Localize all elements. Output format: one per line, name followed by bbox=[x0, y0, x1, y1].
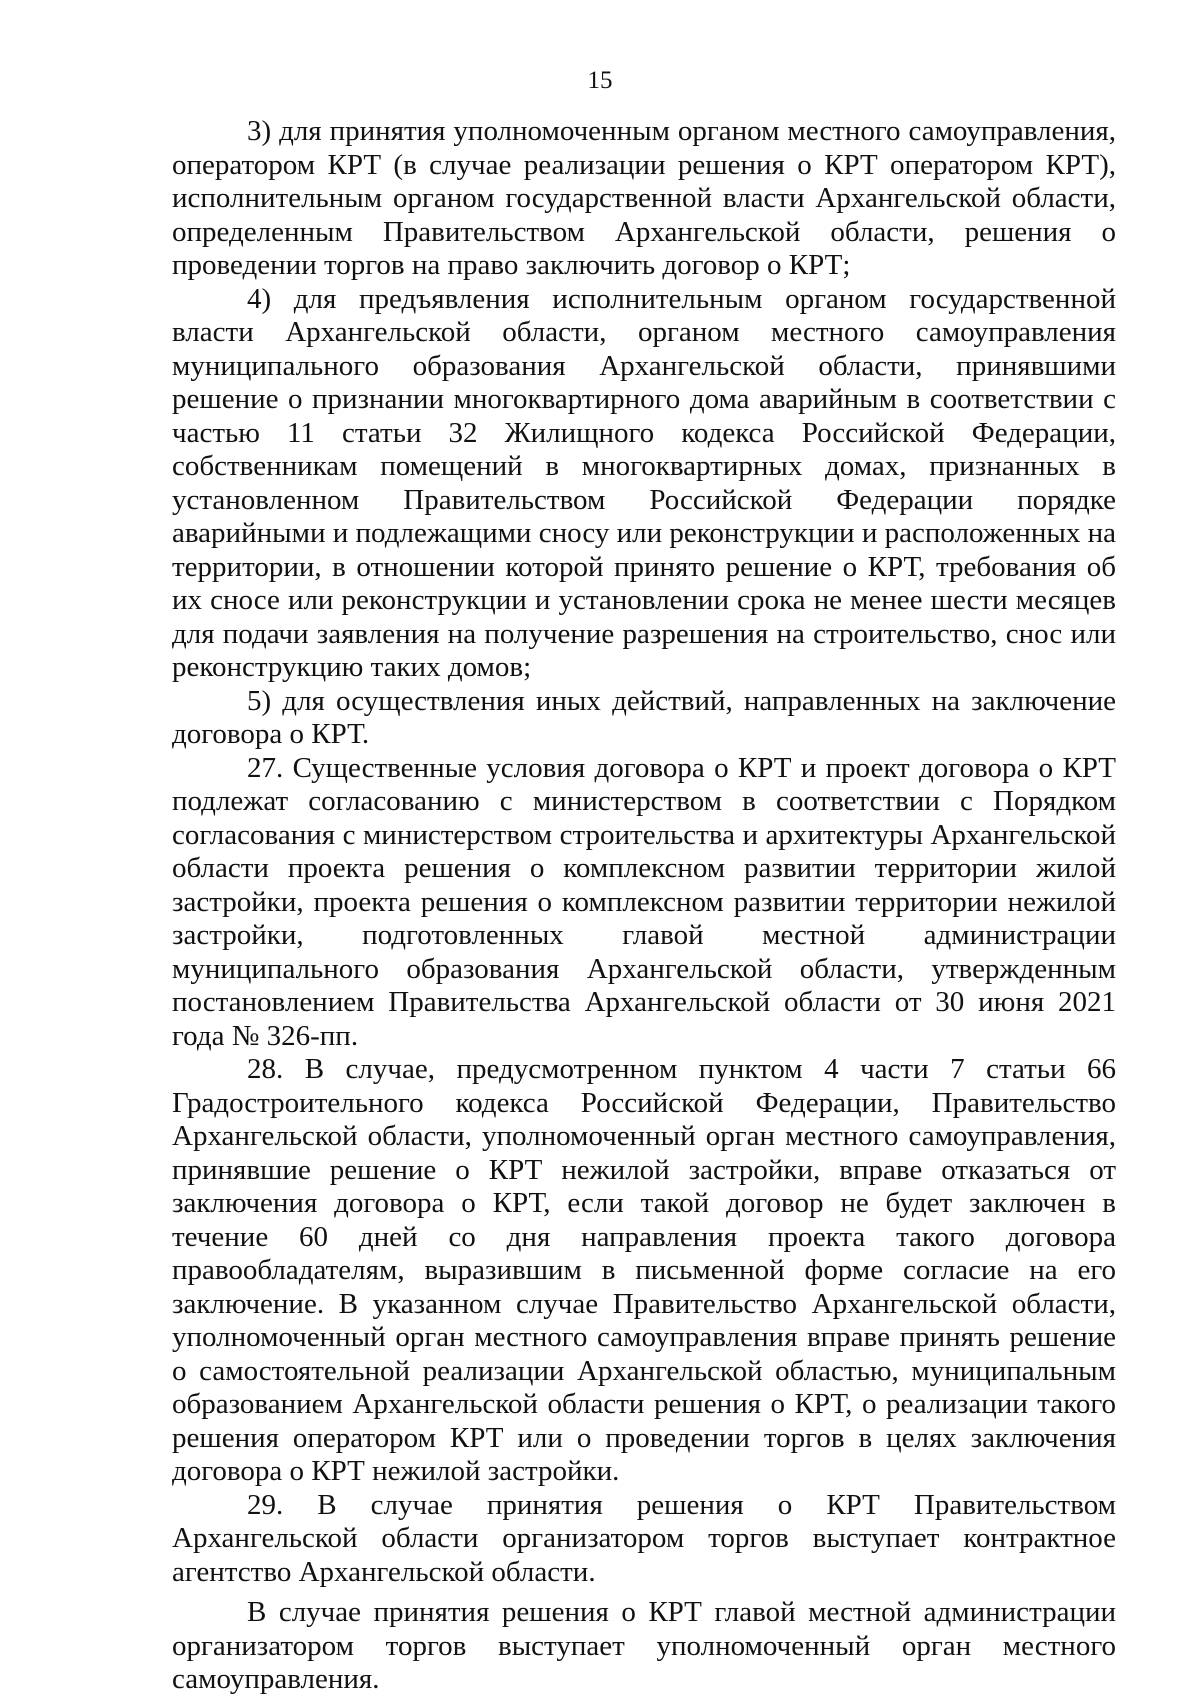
document-body bbox=[172, 115, 1116, 1697]
paragraph-item-3: 3) для принятия уполномоченным органом местного самоуправления, оператором КРТ (в случае реализации решения о КРТ оператором КРТ), исполнительным органом государственной власти Архангельской области, определенным Правительством Архангельской области, решения о проведении торгов на право заключить договор о КРТ; bbox=[172, 115, 1116, 281]
paragraph-29-continuation: В случае принятия решения о КРТ главой местной администрации организатором торгов выступает уполномоченный орган местного самоуправления. bbox=[172, 1596, 1116, 1695]
page-number: 15 bbox=[587, 67, 613, 94]
paragraph-28: 28. В случае, предусмотренном пунктом 4 части 7 статьи 66 Градостроительного кодекса Российской Федерации, Правительство Архангельской области, уполномоченный орган местного самоуправления, принявшие решение о КРТ нежилой застройки, вправе отказаться от заключения договора о КРТ, если такой договор не будет заключен в течение 60 дней со дня направления проекта такого договора правообладателям, выразившим в письменной форме согласие на его заключение. В указанном случае Правительство Архангельской области, уполномоченный орган местного самоуправления вправе принять решение о самостоятельной реализации Архангельской областью, муниципальным образованием Архангельской области решения о КРТ, о реализации такого решения оператором КРТ или о проведении торгов в целях заключения договора о КРТ нежилой застройки. bbox=[172, 1053, 1116, 1487]
paragraph-item-4: 4) для предъявления исполнительным органом государственной власти Архангельской области, органом местного самоуправления муниципального образования Архангельской области, принявшими решение о признании многоквартирного дома аварийным в соответствии с частью 11 статьи 32 Жилищного кодекса Российской Федерации, собственникам помещений в многоквартирных домах, признанных в установленном Правительством Российской Федерации порядке аварийными и подлежащими сносу или реконструкции и расположенных на территории, в отношении которой принято решение о КРТ, требования об их сносе или реконструкции и установлении срока не менее шести месяцев для подачи заявления на получение разрешения на строительство, снос или реконструкцию таких домов; bbox=[172, 282, 1116, 683]
paragraph-27: 27. Существенные условия договора о КРТ и проект договора о КРТ подлежат согласованию с министерством в соответствии с Порядком согласования с министерством строительства и архитектуры Архангельской области проекта решения о комплексном развитии территории жилой застройки, проекта решения о комплексном развитии территории нежилой застройки, подготовленных главой местной администрации муниципального образования Архангельской области, утвержденным постановлением Правительства Архангельской области от 30 июня 2021 года № 326-пп. bbox=[172, 751, 1116, 1052]
paragraph-item-5: 5) для осуществления иных действий, направленных на заключение договора о КРТ. bbox=[172, 684, 1116, 750]
paragraph-29: 29. В случае принятия решения о КРТ Правительством Архангельской области организатором торгов выступает контрактное агентство Архангельской области. bbox=[172, 1488, 1116, 1588]
